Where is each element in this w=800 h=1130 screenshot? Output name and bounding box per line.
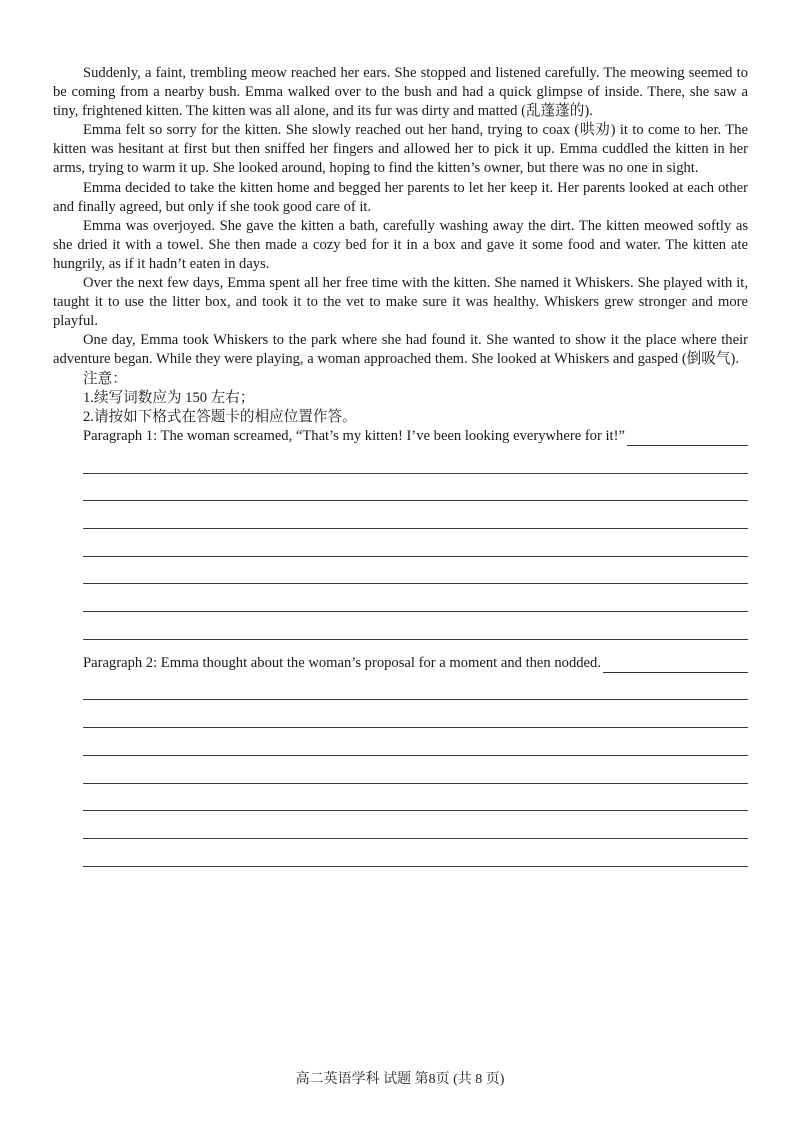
writing-line[interactable]	[83, 811, 748, 839]
page-footer: 高二英语学科 试题 第8页 (共 8 页)	[295, 1072, 505, 1087]
passage-paragraph-3: Emma decided to take the kitten home and begged her parents to let her keep it. Her parents looked at each other and finally agreed, but only if she took good care of it.	[53, 179, 748, 215]
paragraph-1-prompt-text: Paragraph 1: The woman screamed, “That’s my kitten! I’ve been looking everywhere for it!”	[83, 427, 625, 444]
writing-line[interactable]	[83, 474, 748, 502]
notes-item-format: 2.请按如下格式在答题卡的相应位置作答。	[83, 408, 357, 425]
writing-line[interactable]	[83, 673, 748, 701]
writing-line[interactable]	[83, 501, 748, 529]
writing-line[interactable]	[83, 728, 748, 756]
passage-paragraph-4: Emma was overjoyed. She gave the kitten a bath, carefully washing away the dirt. The kitten meowed softly as she dried it with a towel. She then made a cozy bed for it in a box and gave it some food and water. The kitten ate hungrily, as if it hadn’t eaten in days.	[53, 217, 748, 272]
paragraph-2-writing-area[interactable]	[83, 673, 748, 867]
notes-heading: 注意：	[83, 370, 127, 387]
paragraph-1-inline-blank[interactable]	[627, 431, 748, 446]
document-page	[53, 64, 748, 867]
writing-line[interactable]	[83, 612, 748, 640]
passage-paragraph-6: One day, Emma took Whiskers to the park where she had found it. She wanted to show it the place where their adventure began. While they were playing, a woman approached them. She looked at Whiskers and gasped (倒吸气).	[53, 332, 748, 368]
passage-paragraph-2: Emma felt so sorry for the kitten. She slowly reached out her hand, trying to coax (哄劝) it to come to her. The kitten was hesitant at first but then sniffed her fingers and allowed her to pick it up. Emma cuddled the kitten in her arms, trying to warm it up. She looked around, hoping to find the kitten’s owner, but there was no one in sight.	[53, 122, 748, 177]
passage-paragraph-1: Suddenly, a faint, trembling meow reached her ears. She stopped and listened carefully. The meowing seemed to be coming from a nearby bush. Emma walked over to the bush and had a quick glimpse of inside. There, she saw a tiny, frightened kitten. The kitten was all alone, and its fur was dirty and matted (乱蓬蓬的).	[53, 65, 748, 120]
paragraph-1-writing-area[interactable]	[83, 446, 748, 640]
writing-line[interactable]	[83, 584, 748, 612]
paragraph-2-prompt-text: Paragraph 2: Emma thought about the woman’s proposal for a moment and then nodded.	[83, 654, 601, 671]
paragraph-2-inline-blank[interactable]	[603, 658, 748, 673]
paragraph-2-prompt	[53, 654, 748, 673]
notes-item-word-count: 1.续写词数应为 150 左右；	[83, 389, 255, 406]
paragraph-1-prompt	[53, 427, 748, 446]
writing-line[interactable]	[83, 756, 748, 784]
writing-line[interactable]	[83, 557, 748, 585]
passage-paragraph-5: Over the next few days, Emma spent all her free time with the kitten. She named it Whiskers. She played with it, taught it to use the litter box, and took it to the vet to make sure it was healthy. Whiskers grew stronger and more playful.	[53, 275, 748, 330]
writing-line[interactable]	[83, 839, 748, 867]
writing-line[interactable]	[83, 700, 748, 728]
writing-line[interactable]	[83, 446, 748, 474]
writing-line[interactable]	[83, 784, 748, 812]
writing-line[interactable]	[83, 529, 748, 557]
